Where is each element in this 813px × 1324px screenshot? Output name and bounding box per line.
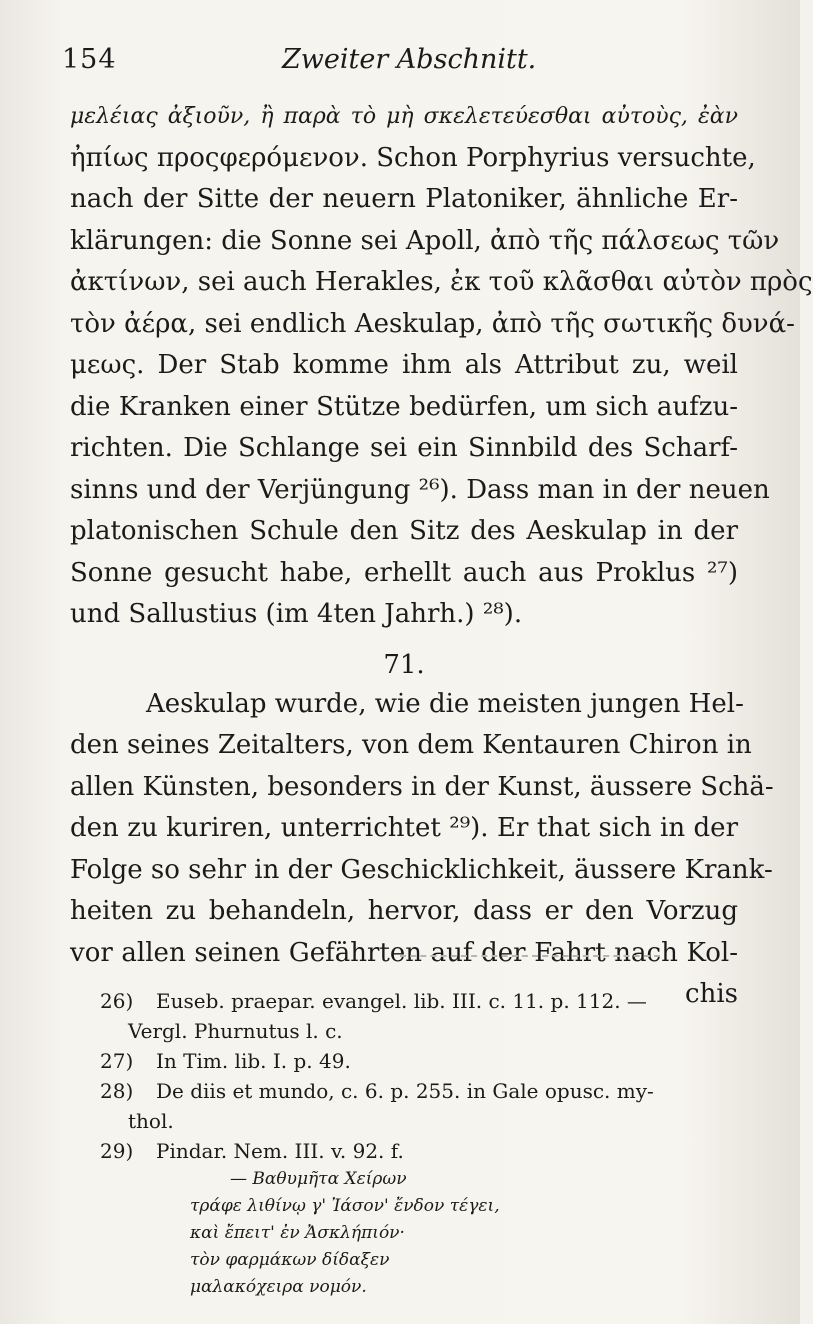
text-line: Sonne gesucht habe, erhellt auch aus Proklus ²⁷) (70, 557, 738, 588)
page-header (62, 38, 742, 86)
footnote (100, 1016, 740, 1046)
footnote-number: 28) (100, 1079, 134, 1103)
footnotes (100, 986, 740, 1301)
text-line: klärungen: die Sonne sei Apoll, ἀπὸ τῆς πάλσεως τῶν (70, 225, 780, 256)
footnote (100, 1076, 740, 1106)
footnote-number: 29) (100, 1139, 134, 1163)
footnote (100, 1136, 740, 1166)
footnote (100, 986, 740, 1016)
verse-line: τὸν φαρμάκων δίδαξεν (190, 1250, 390, 1270)
text-line: ἀκτίνων, sei auch Herakles, ἐκ τοῦ κλᾶσθαι αὐτὸν πρὸς (70, 267, 813, 297)
text-line: heiten zu behandeln, hervor, dass er den Vorzug (70, 896, 738, 926)
verse-line: τράφε λιθίνῳ γ' Ἰάσον' ἔνδον τέγει, (190, 1196, 500, 1216)
footnote-text: thol. (128, 1109, 174, 1133)
catchword: chis (685, 979, 738, 1009)
text-line: sinns und der Verjüngung ²⁶). Dass man in der neuen (70, 474, 770, 505)
footnote-number: 27) (100, 1049, 134, 1073)
text-line: vor allen seinen Gefährten auf der Fahrt nach Kol- (70, 937, 738, 968)
verse-line: μαλακόχειρα νομόν. (190, 1277, 367, 1297)
text-line: nach der Sitte der neuern Platoniker, ähnliche Er- (70, 184, 738, 214)
footnote-text: De diis et mundo, c. 6. p. 255. in Gale opusc. my- (156, 1079, 654, 1103)
section-number: 71. (383, 649, 425, 680)
text-line: und Sallustius (im 4ten Jahrh.) ²⁸). (70, 599, 523, 629)
text-line: μελέιας ἀξιοῦν, ἢ παρὰ τὸ μὴ σκελετεύεσθαι αὐτοὺς, ἐὰν (70, 104, 738, 129)
footnote (100, 1046, 740, 1076)
text-line: ἠπίως προςφερόμενον. Schon Porphyrius versuchte, (70, 142, 756, 173)
text-line: platonischen Schule den Sitz des Aeskulap in der (70, 516, 738, 546)
footnote (100, 1106, 740, 1136)
text-line: μεως. Der Stab komme ihm als Attribut zu, weil (70, 350, 738, 380)
text-line: den seines Zeitalters, von dem Kentauren Chiron in (70, 730, 752, 760)
footnote-text: In Tim. lib. I. p. 49. (156, 1049, 351, 1073)
text-line: allen Künsten, besonders in der Kunst, äussere Schä- (70, 771, 774, 802)
text-line: τὸν ἀέρα, sei endlich Aeskulap, ἀπὸ τῆς σωτικῆς δυνά- (70, 308, 795, 339)
footnote-text: Vergl. Phurnutus l. c. (128, 1019, 343, 1043)
text-line: richten. Die Schlange sei ein Sinnbild des Scharf- (70, 433, 738, 463)
footnote-number: 26) (100, 989, 134, 1013)
quoted-verse (190, 1166, 740, 1301)
running-head: Zweiter Abschnitt. (282, 44, 537, 75)
text-line: Aeskulap wurde, wie die meisten jungen Hel- (146, 688, 744, 719)
page-number: 154 (62, 44, 117, 75)
text-line: Folge so sehr in der Geschicklichkeit, äussere Krank- (70, 854, 773, 885)
verse-line: καὶ ἔπειτ' ἐν Ἀσκλήπιόν· (190, 1223, 405, 1243)
text-line: die Kranken einer Stütze bedürfen, um sich aufzu- (70, 391, 738, 422)
footnote-divider (400, 955, 660, 957)
main-text (70, 96, 813, 1016)
verse-line: — Βαθυμῆτα Χείρων (230, 1169, 407, 1189)
footnote-text: Pindar. Nem. III. v. 92. f. (156, 1139, 404, 1163)
text-line: den zu kuriren, unterrichtet ²⁹). Er that sich in der (70, 813, 738, 843)
footnote-text: Euseb. praepar. evangel. lib. III. c. 11. p. 112. — (156, 989, 647, 1013)
